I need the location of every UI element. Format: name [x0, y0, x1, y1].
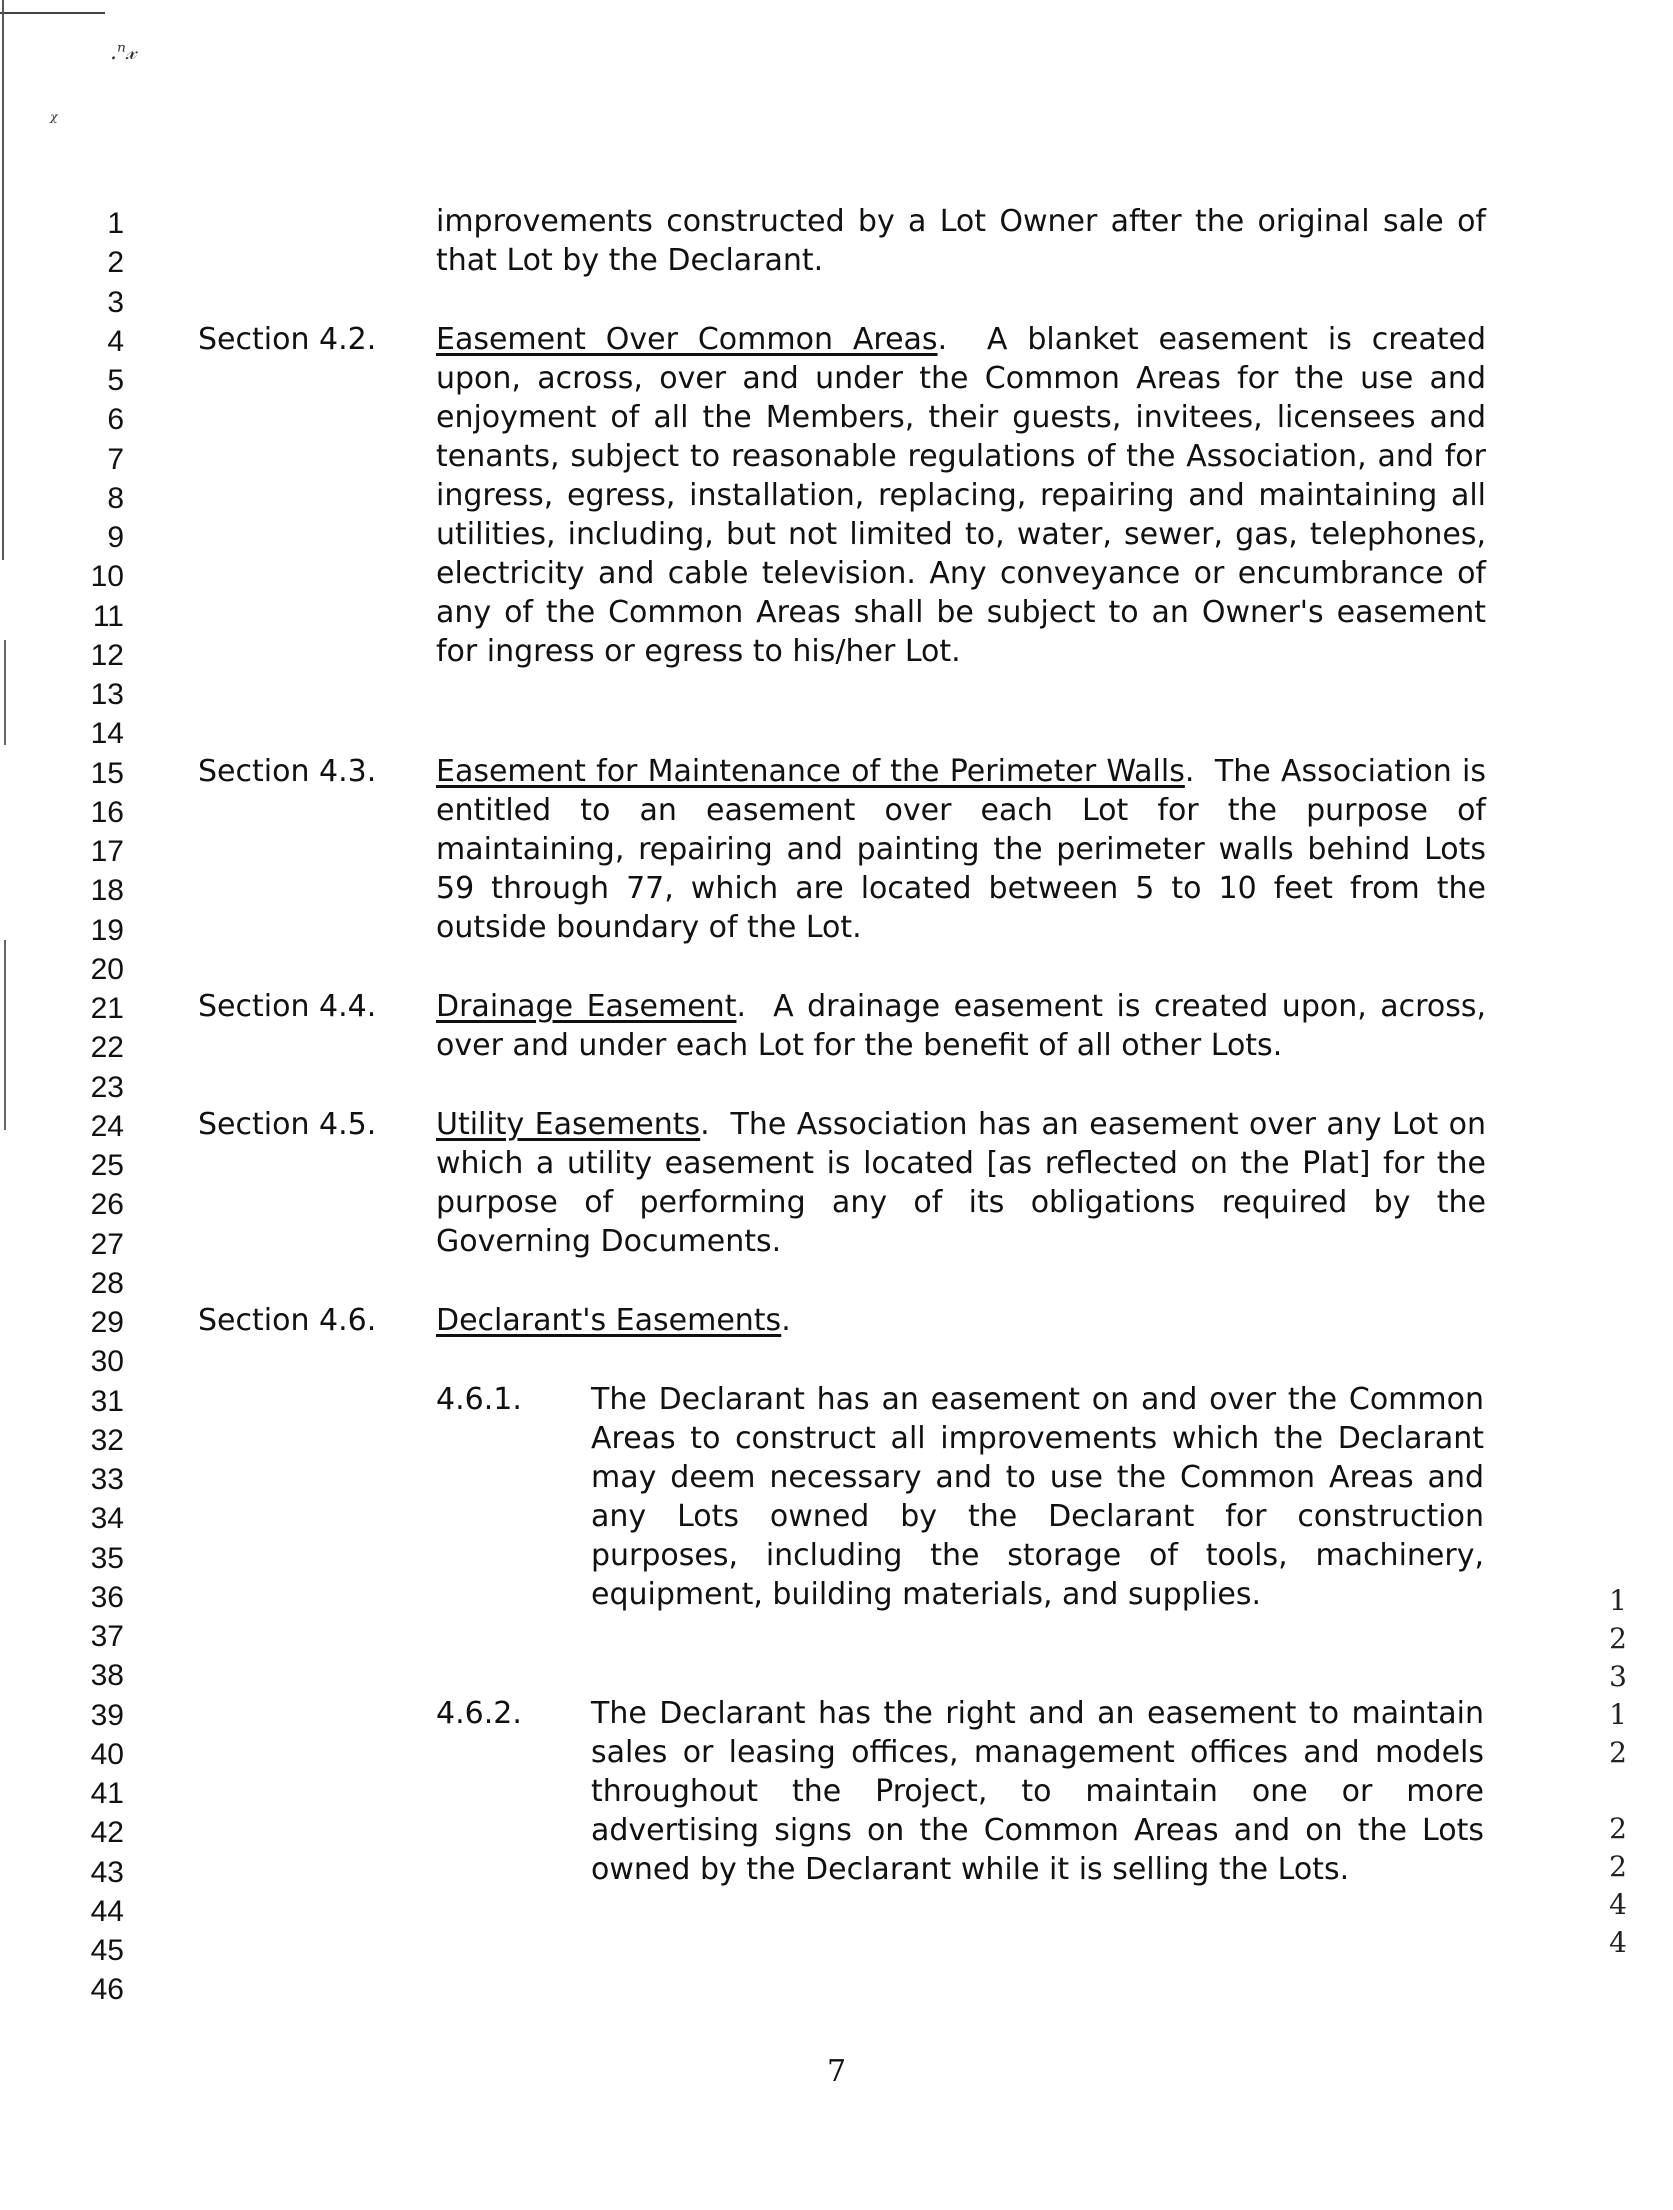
section-text: The Association is entitled to an easement over each Lot for the purpose of maintaining, repairing and painting the perimeter walls behind Lots 59 through 77, which are located between 5 to 10 feet from the outside boundary of the Lot. — [436, 754, 1486, 945]
section-title: Declarant's Easements — [436, 1303, 782, 1338]
scan-edge-rule — [0, 12, 105, 14]
line-number: 37 — [90, 1620, 124, 1653]
stamp-digit: 2 — [1609, 1812, 1627, 1845]
stamp-digit: 1 — [1609, 1698, 1627, 1731]
line-number: 11 — [92, 600, 124, 633]
section-text: A blanket easement is created upon, across, over and under the Common Areas for the use and enjoyment of all the Members, their guests, invitees, licensees and tenants, subject to reasonable regulations of the Association, and for ingress, egress, installation, replacing, repairing and maintaining all utilities, including, but not limited to, water, sewer, gas, telephones, electricity and cable television. Any conveyance or encumbrance of any of the Common Areas shall be subject to an Owner's easement for ingress or egress to his/her Lot. — [436, 322, 1487, 669]
stamp-digit: 1 — [1609, 1584, 1627, 1617]
line-number: 6 — [107, 403, 124, 436]
scan-edge-mark — [4, 640, 6, 745]
line-number: 28 — [90, 1267, 124, 1300]
continuation-paragraph: improvements constructed by a Lot Owner after the original sale of that Lot by the Declarant. — [436, 204, 1486, 278]
section-label: Section 4.6. — [198, 1303, 377, 1338]
line-number: 14 — [90, 717, 124, 750]
line-number: 1 — [107, 207, 124, 240]
line-number: 20 — [90, 953, 124, 986]
line-number: 19 — [90, 914, 124, 947]
line-number: 44 — [90, 1895, 124, 1928]
line-number: 46 — [90, 1973, 124, 2006]
scan-edge-mark — [4, 940, 6, 1130]
line-number: 8 — [107, 482, 124, 515]
line-number: 16 — [90, 796, 124, 829]
line-number: 31 — [90, 1385, 124, 1418]
line-number: 35 — [90, 1542, 124, 1575]
section-paragraph: Easement Over Common Areas. A blanket easement is created upon, across, over and under the Common Areas for the use and enjoyment of all the Members, their guests, invitees, licensees and tenants, subject to reasonable regulations of the Association, and for ingress, egress, installation, replacing, repairing and maintaining all utilities, including, but not limited to, water, sewer, gas, telephones, electricity and cable television. Any conveyance or encumbrance of any of the Common Areas shall be subject to an Owner's easement for ingress or egress to his/her Lot. — [436, 322, 1487, 669]
line-number: 26 — [90, 1188, 124, 1221]
stamp-digit: 2 — [1609, 1850, 1627, 1883]
line-number: 40 — [90, 1738, 124, 1771]
section-label: Section 4.2. — [198, 322, 377, 357]
line-number: 24 — [90, 1110, 124, 1143]
page-number: 7 — [826, 2054, 847, 2089]
line-number: 2 — [107, 246, 124, 279]
subsection-paragraph: The Declarant has an easement on and over the Common Areas to construct all improvements which the Declarant may deem necessary and to use the Common Areas and any Lots owned by the Declarant for construction purposes, including the storage of tools, machinery, equipment, building materials, and supplies. — [591, 1382, 1484, 1612]
line-number: 13 — [90, 678, 124, 711]
line-number: 30 — [90, 1345, 124, 1378]
section-label: Section 4.3. — [198, 754, 377, 789]
stamp-digit: 2 — [1609, 1622, 1627, 1655]
section-text: The Association has an easement over any Lot on which a utility easement is located [as reflected on the Plat] for the purpose of performing any of its obligations required by the Governing Documents. — [436, 1107, 1487, 1259]
line-number: 43 — [90, 1856, 124, 1889]
stamp-digit: 3 — [1609, 1660, 1627, 1693]
line-number: 27 — [90, 1228, 124, 1261]
scan-mark: ᵡ — [50, 108, 58, 132]
line-number: 10 — [90, 560, 124, 593]
line-number: 9 — [107, 521, 124, 554]
recording-stamp — [1603, 1582, 1633, 1962]
line-number: 36 — [90, 1581, 124, 1614]
section-title: Easement Over Common Areas — [436, 322, 938, 357]
stamp-digit: 4 — [1609, 1926, 1627, 1959]
subsection-label: 4.6.2. — [436, 1696, 522, 1731]
line-number: 45 — [90, 1934, 124, 1967]
line-number: 41 — [90, 1777, 124, 1810]
line-number: 34 — [90, 1502, 124, 1535]
line-number: 39 — [90, 1699, 124, 1732]
scan-mark: .ⁿ𝓍 — [110, 40, 137, 65]
scan-edge-rule — [2, 0, 4, 560]
stamp-digit: 2 — [1609, 1736, 1627, 1769]
section-title: Drainage Easement — [436, 989, 737, 1024]
section-label: Section 4.4. — [198, 989, 377, 1024]
section-title: Utility Easements — [436, 1107, 701, 1142]
line-number: 22 — [90, 1031, 124, 1064]
line-number: 3 — [107, 286, 124, 319]
line-number: 21 — [90, 992, 124, 1025]
line-number: 12 — [90, 639, 124, 672]
line-number: 29 — [90, 1306, 124, 1339]
line-number: 18 — [90, 874, 124, 907]
line-number: 23 — [90, 1071, 124, 1104]
line-number: 4 — [107, 325, 124, 358]
line-number: 15 — [90, 757, 124, 790]
section-paragraph: Easement for Maintenance of the Perimeter Walls. The Association is entitled to an easement over each Lot for the purpose of maintaining, repairing and painting the perimeter walls behind Lots 59 through 77, which are located between 5 to 10 feet from the outside boundary of the Lot. — [436, 754, 1486, 945]
stamp-digit: 4 — [1609, 1888, 1627, 1921]
line-number: 38 — [90, 1659, 124, 1692]
section-title: Easement for Maintenance of the Perimeter Walls — [436, 754, 1185, 789]
line-number: 7 — [107, 443, 124, 476]
line-number: 17 — [90, 835, 124, 868]
section-label: Section 4.5. — [198, 1107, 377, 1142]
stamp-gap — [1603, 1772, 1633, 1810]
subsection-label: 4.6.1. — [436, 1382, 522, 1417]
section-paragraph: Drainage Easement. A drainage easement is created upon, across, over and under each Lot for the benefit of all other Lots. — [436, 989, 1486, 1063]
section-text: A drainage easement is created upon, across, over and under each Lot for the benefit of all other Lots. — [436, 989, 1486, 1063]
line-number: 25 — [90, 1149, 124, 1182]
line-number: 32 — [90, 1424, 124, 1457]
line-number: 33 — [90, 1463, 124, 1496]
section-paragraph: Declarant's Easements. — [436, 1303, 791, 1338]
subsection-paragraph: The Declarant has the right and an easement to maintain sales or leasing offices, management offices and models throughout the Project, to maintain one or more advertising signs on the Common Areas and on the Lots owned by the Declarant while it is selling the Lots. — [591, 1696, 1484, 1887]
line-number: 42 — [90, 1816, 124, 1849]
line-number: 5 — [107, 364, 124, 397]
section-paragraph: Utility Easements. The Association has an easement over any Lot on which a utility easement is located [as reflected on the Plat] for the purpose of performing any of its obligations required by the Governing Documents. — [436, 1107, 1487, 1259]
